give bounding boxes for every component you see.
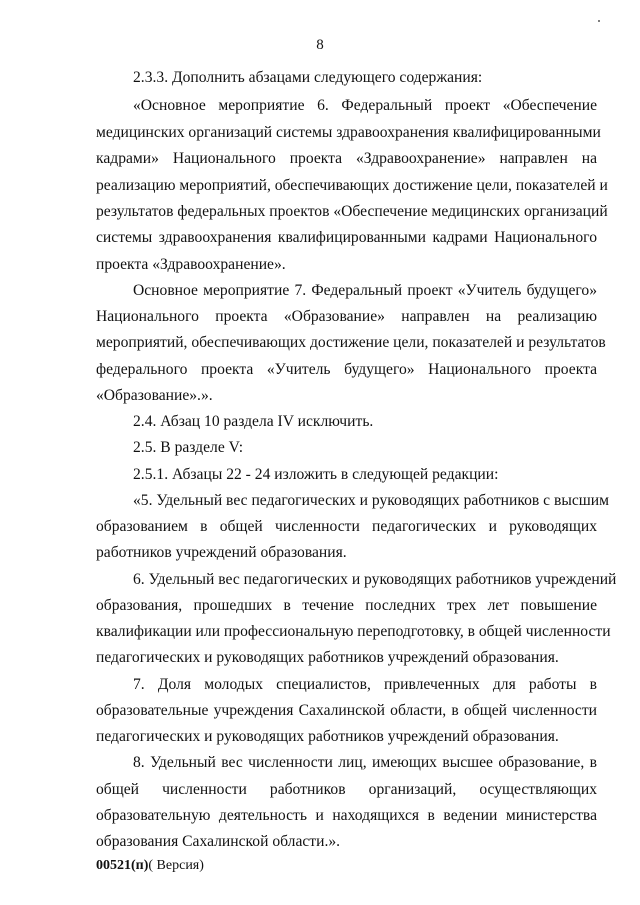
text-line: медицинских организаций системы здравоохранения квалифицированными: [96, 124, 601, 141]
text-line: результатов федеральных проектов «Обеспечение медицинских организаций: [96, 203, 608, 220]
text-line: 6. Удельный вес педагогических и руководящих работников учреждений: [133, 571, 617, 588]
text-line: мероприятий, обеспечивающих достижение цели, показателей и результатов: [96, 334, 606, 351]
text-line: «Основное мероприятие 6. Федеральный проект «Обеспечение: [133, 97, 597, 114]
text-line: 7. Доля молодых специалистов, привлеченных для работы в: [133, 676, 597, 693]
document-version: ( Версия): [148, 858, 204, 873]
text-line: образованием в общей численности педагогических и руководящих: [96, 518, 597, 535]
text-line: «5. Удельный вес педагогических и руководящих работников с высшим: [133, 492, 609, 509]
text-line: «Образование».».: [96, 387, 213, 404]
text-line: педагогических и руководящих работников учреждений образования.: [96, 728, 559, 745]
text-line: 2.3.3. Дополнить абзацами следующего содержания:: [133, 69, 483, 86]
text-line: педагогических и руководящих работников учреждений образования.: [96, 649, 559, 666]
document-code: 00521(п): [96, 858, 149, 873]
scan-speck: [598, 20, 600, 22]
text-line: федерального проекта «Учитель будущего» Национального проекта: [96, 361, 597, 378]
text-line: проекта «Здравоохранение».: [96, 256, 286, 273]
page-number: 8: [316, 37, 324, 53]
text-line: Основное мероприятие 7. Федеральный проект «Учитель будущего»: [133, 282, 597, 299]
text-line: образовательную деятельность и находящихся в ведении министерства: [96, 807, 597, 824]
text-line: общей численности работников организаций, осуществляющих: [96, 781, 597, 798]
text-line: образовательные учреждения Сахалинской области, в общей численности: [96, 702, 597, 719]
text-line: 2.5. В разделе V:: [133, 439, 244, 456]
text-line: квалификации или профессиональную переподготовку, в общей численности: [96, 623, 611, 640]
text-line: 2.5.1. Абзацы 22 - 24 изложить в следующей редакции:: [133, 466, 499, 483]
text-line: работников учреждений образования.: [96, 544, 347, 561]
text-line: 2.4. Абзац 10 раздела IV исключить.: [133, 413, 374, 430]
text-line: реализацию мероприятий, обеспечивающих достижение цели, показателей и: [96, 177, 608, 194]
text-line: системы здравоохранения квалифицированными кадрами Национального: [96, 229, 597, 246]
text-line: образования, прошедших в течение последних трех лет повышение: [96, 597, 597, 614]
document-footer: [96, 858, 204, 874]
text-line: образования Сахалинской области.».: [96, 833, 341, 850]
text-line: кадрами» Национального проекта «Здравоохранение» направлен на: [96, 150, 597, 167]
text-line: Национального проекта «Образование» направлен на реализацию: [96, 308, 597, 325]
text-line: 8. Удельный вес численности лиц, имеющих высшее образование, в: [133, 754, 597, 771]
